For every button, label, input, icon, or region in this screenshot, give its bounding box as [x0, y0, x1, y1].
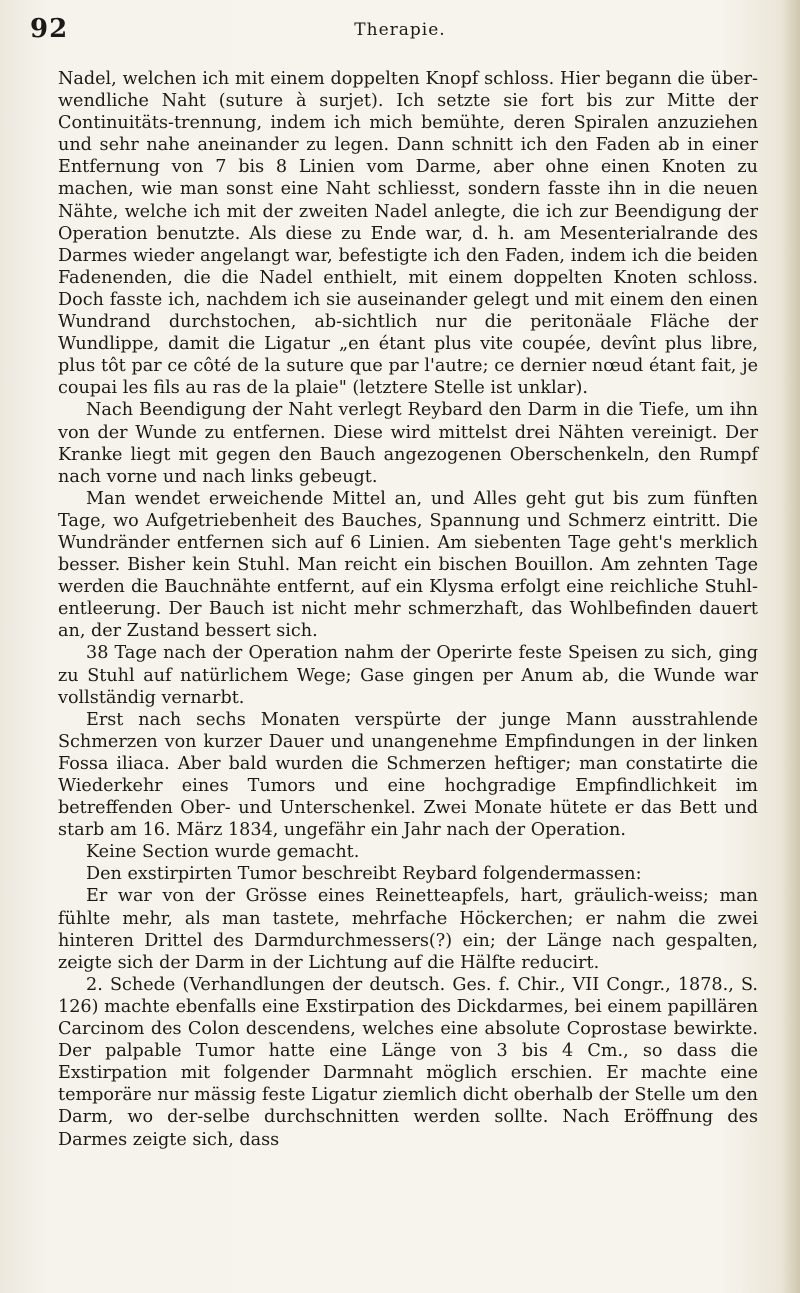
paragraph: Nach Beendigung der Naht verlegt Reybard den Darm in die Tiefe, um ihn von der Wunde zu entfernen. Diese wird mittelst drei Nähten vereinigt. Der Kranke liegt mit gegen den Bauch angezogenen Oberschenkeln, den Rumpf nach vorne und nach links gebeugt. — [58, 400, 758, 487]
paragraph: Keine Section wurde gemacht. — [86, 842, 360, 863]
running-title: Therapie. — [354, 20, 446, 40]
paragraph: 2. Schede (Verhandlungen der deutsch. Ges. f. Chir., VII Congr., 1878., S. 126) machte ebenfalls eine Exstirpation des Dickdarmes, bei einem papillären Carcinom des Colon descendens, welches eine absolute Coprostase bewirkte. Der palpable Tumor hatte eine Länge von 3 bis 4 Cm., so dass die Exstirpation mit folgender Darmnaht möglich erschien. Er machte eine temporäre nur mässig feste Ligatur ziemlich dicht oberhalb der Stelle um den Darm, wo der-selbe durchschnitten werden sollte. Nach Eröffnung des Darmes zeigte sich, dass — [58, 974, 758, 1150]
page-edge-shadow — [782, 0, 800, 1293]
paragraph: Er war von der Grösse eines Reinetteapfels, hart, gräulich-weiss; man fühlte mehr, als man tastete, mehrfache Höckerchen; er nahm die zwei hinteren Drittel des Darmdurchmessers(?) ein; der Länge nach gespalten, zeigte sich der Darm in der Lichtung auf die Hälfte reducirt. — [58, 886, 758, 973]
page-number: 92 — [30, 14, 69, 44]
paragraph: Man wendet erweichende Mittel an, und Alles geht gut bis zum fünften Tage, wo Aufgetriebenheit des Bauches, Spannung und Schmerz eintritt. Die Wundränder entfernen sich auf 6 Linien. Am siebenten Tage geht's merklich besser. Bisher kein Stuhl. Man reicht ein bischen Bouillon. Am zehnten Tage werden die Bauchnähte entfernt, auf ein Klysma erfolgt eine reichliche Stuhl-entleerung. Der Bauch ist nicht mehr schmerzhaft, das Wohlbefinden dauert an, der Zustand bessert sich. — [58, 488, 758, 642]
page-header — [30, 14, 770, 44]
paragraph: Erst nach sechs Monaten verspürte der junge Mann ausstrahlende Schmerzen von kurzer Dauer und unangenehme Empfindungen in der linken Fossa iliaca. Aber bald wurden die Schmerzen heftiger; man constatirte die Wiederkehr eines Tumors und eine hochgradige Empfindlichkeit im betreffenden Ober- und Unterschenkel. Zwei Monate hütete er das Bett und starb am 16. März 1834, ungefähr ein Jahr nach der Operation. — [58, 709, 758, 841]
paragraph: 38 Tage nach der Operation nahm der Operirte feste Speisen zu sich, ging zu Stuhl auf natürlichem Wege; Gase gingen per Anum ab, die Wunde war vollständig vernarbt. — [58, 643, 758, 708]
paragraph: Den exstirpirten Tumor beschreibt Reybard folgendermassen: — [86, 864, 642, 885]
body-text — [58, 68, 758, 1151]
paragraph: Nadel, welchen ich mit einem doppelten Knopf schloss. Hier begann die über-wendliche Naht (suture à surjet). Ich setzte sie fort bis zur Mitte der Continuitäts-trennung, indem ich mich bemühte, deren Spiralen anzuziehen und sehr nahe aneinander zu legen. Dann schnitt ich den Faden ab in einer Entfernung von 7 bis 8 Linien vom Darme, aber ohne einen Knoten zu machen, wie man sonst eine Naht schliesst, sondern fasste ihn in die neuen Nähte, welche ich mit der zweiten Nadel anlegte, die ich zur Beendigung der Operation benutzte. Als diese zu Ende war, d. h. am Mesenterialrande des Darmes wieder angelangt war, befestigte ich den Faden, indem ich die beiden Fadenenden, die die Nadel enthielt, mit einem doppelten Knoten schloss. Doch fasste ich, nachdem ich sie auseinander gelegt und mit einem den einen Wundrand durchstochen, ab-sichtlich nur die peritonäale Fläche der Wundlippe, damit die Ligatur „en étant plus vite coupée, devînt plus libre, plus tôt par ce côté de la suture que par l'autre; ce dernier nœud étant fait, je coupai les fils au ras de la plaie" (letztere Stelle ist unklar). — [58, 69, 758, 399]
